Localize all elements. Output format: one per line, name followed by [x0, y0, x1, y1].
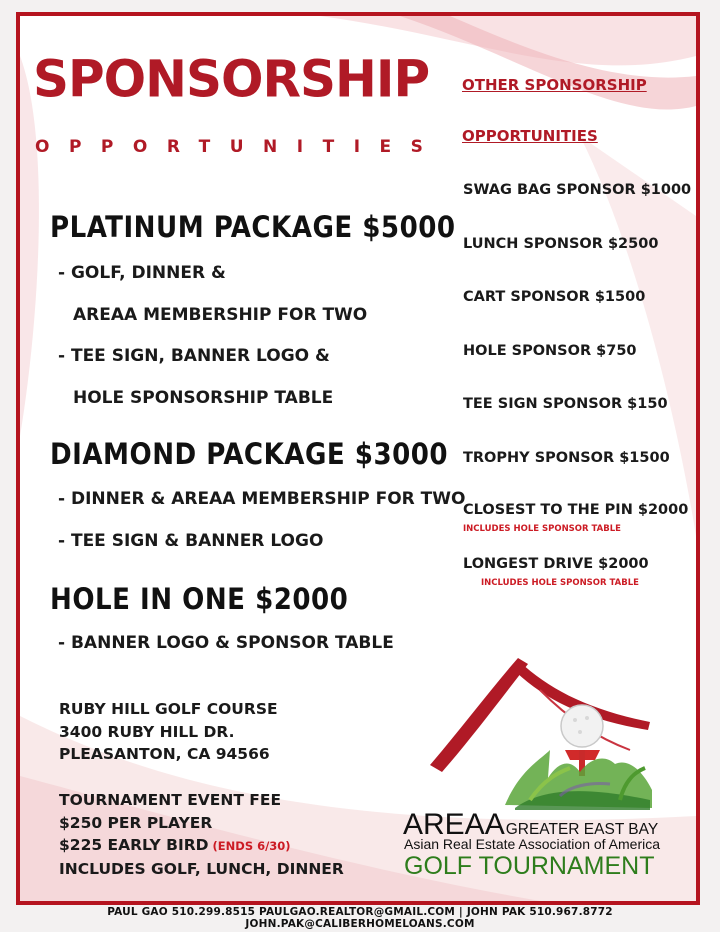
- other-item-trophy: TROPHY SPONSOR $1500: [463, 450, 670, 466]
- logo-org-name: Asian Real Estate Association of America: [404, 836, 661, 852]
- fee-early-note: (ENDS 6/30): [212, 839, 291, 853]
- logo-brand: AREAA: [403, 808, 505, 841]
- venue-block: [59, 698, 278, 766]
- venue-street: 3400 RUBY HILL DR.: [59, 722, 235, 741]
- venue-name: RUBY HILL GOLF COURSE: [59, 700, 278, 718]
- other-item-longest-drive: LONGEST DRIVE $2000: [463, 556, 649, 572]
- fee-heading: TOURNAMENT EVENT FEE: [59, 791, 282, 809]
- platinum-line-1: - GOLF, DINNER &: [58, 263, 226, 283]
- areaa-logo-graphic: [420, 650, 670, 820]
- other-item-closest-pin-note: INCLUDES HOLE SPONSOR TABLE: [463, 524, 621, 534]
- hole-in-one-line-1: - BANNER LOGO & SPONSOR TABLE: [58, 633, 394, 653]
- logo-chapter: GREATER EAST BAY: [505, 821, 659, 838]
- platinum-line-2: AREAA MEMBERSHIP FOR TWO: [73, 305, 368, 325]
- other-item-lunch: LUNCH SPONSOR $2500: [463, 236, 659, 252]
- other-item-tee-sign: TEE SIGN SPONSOR $150: [463, 396, 668, 412]
- diamond-package-title: DIAMOND PACKAGE $3000: [50, 437, 449, 471]
- fee-early-bird: $225 EARLY BIRD: [59, 836, 209, 854]
- fee-block: [59, 789, 344, 880]
- diamond-line-1: - DINNER & AREAA MEMBERSHIP FOR TWO: [58, 489, 466, 509]
- other-item-swag-bag: SWAG BAG SPONSOR $1000: [463, 182, 692, 198]
- hole-in-one-title: HOLE IN ONE $2000: [50, 582, 349, 616]
- other-item-cart: CART SPONSOR $1500: [463, 289, 646, 305]
- other-item-closest-pin: CLOSEST TO THE PIN $2000: [463, 502, 689, 518]
- page-subtitle: OPPORTUNITIES: [35, 137, 443, 157]
- platinum-package-title: PLATINUM PACKAGE $5000: [50, 210, 456, 244]
- other-item-hole: HOLE SPONSOR $750: [463, 343, 637, 359]
- fee-per-player: $250 PER PLAYER: [59, 813, 213, 832]
- venue-city: PLEASANTON, CA 94566: [59, 745, 270, 763]
- platinum-line-4: HOLE SPONSORSHIP TABLE: [73, 388, 334, 408]
- other-item-longest-drive-note: INCLUDES HOLE SPONSOR TABLE: [481, 578, 639, 588]
- diamond-line-2: - TEE SIGN & BANNER LOGO: [58, 531, 324, 551]
- platinum-line-3: - TEE SIGN, BANNER LOGO &: [58, 346, 330, 366]
- other-heading-line-1: OTHER SPONSORSHIP: [462, 76, 647, 94]
- footer-contacts: PAUL GAO 510.299.8515 PAULGAO.REALTOR@GMAIL.COM | JOHN PAK 510.967.8772 JOHN.PAK@CALIBERHOMELOANS.COM: [107, 906, 613, 930]
- other-heading-line-2: OPPORTUNITIES: [462, 127, 598, 145]
- logo-event-name: GOLF TOURNAMENT: [404, 852, 655, 880]
- fee-early-bird-row: [59, 834, 344, 858]
- page-title: SPONSORSHIP: [33, 49, 430, 109]
- fee-includes: INCLUDES GOLF, LUNCH, DINNER: [59, 859, 344, 878]
